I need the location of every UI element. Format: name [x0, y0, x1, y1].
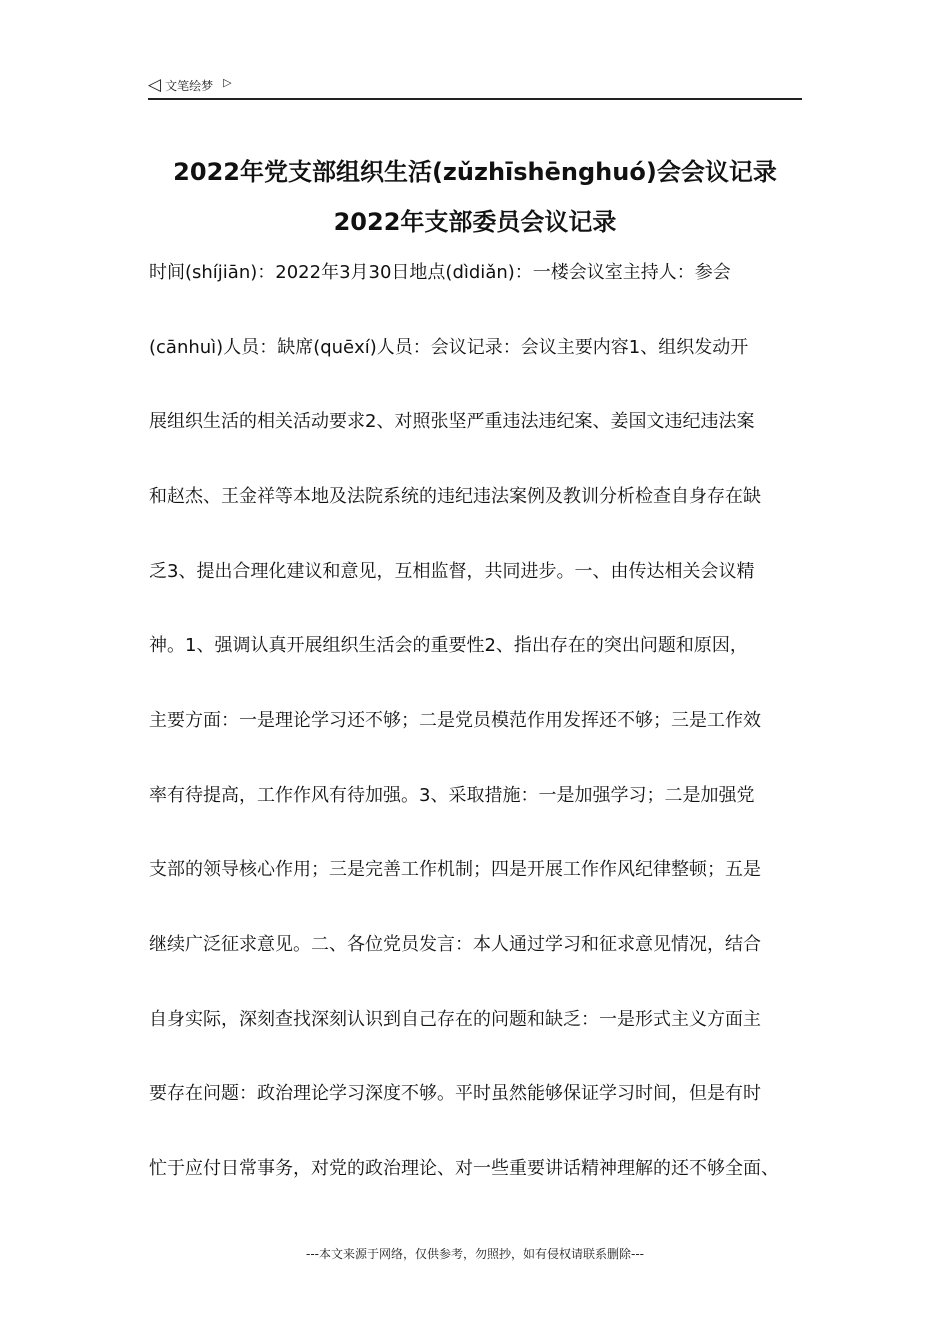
brand-name: 文笔绘梦 — [165, 78, 214, 93]
body-line: 继续广泛征求意见。二、各位党员发言：本人通过学习和征求意见情况，结合 — [149, 934, 761, 955]
body-line: 时间(shíjiān)：2022年3月30日地点(dìdiǎn)：一楼会议室主持人：参会 — [149, 262, 731, 283]
right-triangle-icon: ▷ — [223, 75, 232, 89]
body-line: (cānhuì)人员：缺席(quēxí)人员：会议记录：会议主要内容1、组织发动开 — [149, 337, 749, 358]
body-line: 乏3、提出合理化建议和意见，互相监督，共同进步。一、由传达相关会议精 — [149, 561, 755, 582]
body-line: 要存在问题：政治理论学习深度不够。平时虽然能够保证学习时间，但是有时 — [149, 1083, 761, 1104]
body-line: 忙于应付日常事务，对党的政治理论、对一些重要讲话精神理解的还不够全面、 — [149, 1158, 779, 1179]
body-line: 和赵杰、王金祥等本地及法院系统的违纪违法案例及教训分析检查自身存在缺 — [149, 486, 761, 507]
body-line: 主要方面：一是理论学习还不够；二是党员模范作用发挥还不够；三是工作效 — [149, 710, 761, 731]
body-line: 自身实际，深刻查找深刻认识到自己存在的问题和缺乏：一是形式主义方面主 — [149, 1009, 761, 1030]
document-title: 2022年党支部组织生活(zǔzhīshēnghuó)会会议记录 — [173, 158, 777, 186]
body-line: 支部的领导核心作用；三是完善工作机制；四是开展工作作风纪律整顿；五是 — [149, 859, 761, 880]
document-subtitle: 2022年支部委员会议记录 — [333, 208, 617, 236]
page-footer-disclaimer: ---本文来源于网络，仅供参考，勿照抄，如有侵权请联系删除--- — [306, 1247, 644, 1261]
body-line: 神。1、强调认真开展组织生活会的重要性2、指出存在的突出问题和原因， — [149, 635, 748, 656]
page-header — [148, 72, 802, 100]
body-line: 率有待提高，工作作风有待加强。3、采取措施：一是加强学习；二是加强党 — [149, 785, 755, 806]
left-triangle-icon: ◁ — [148, 74, 162, 95]
body-line: 展组织生活的相关活动要求2、对照张坚严重违法违纪案、姜国文违纪违法案 — [149, 411, 755, 432]
